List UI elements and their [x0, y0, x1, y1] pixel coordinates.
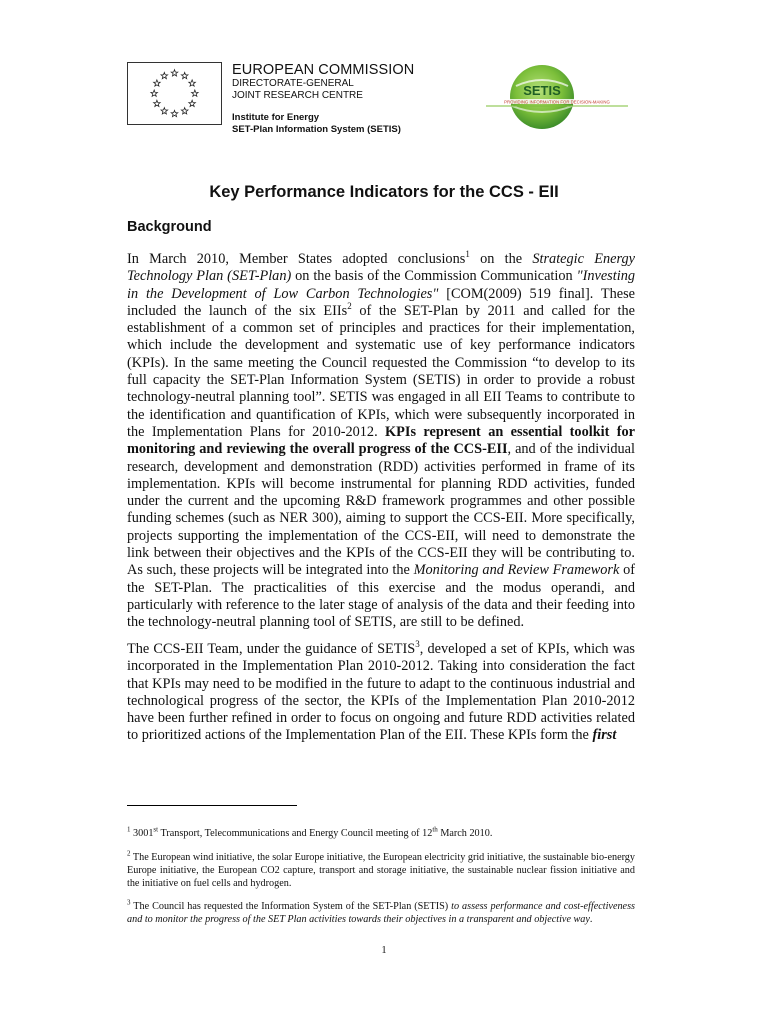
footnote-ref-1: 1 — [465, 249, 470, 260]
footnote-1: $^1$ 3001st Transport, Telecommunications and Energy Council meeting of 12th March 2010. — [127, 825, 493, 839]
paragraph-background-2: The CCS-EII Team, under the guidance of SETIS$^3$, developed a set of KPIs, which was incorporated in the Implementation Plan 2010-2012. Taking into consideration the fact that KPIs may need to be modified in the future to adapt to the continuous industrial and technological progress of the sector, the KPIs of the Implementation Plan 2010-2012 have been further refined in order to focus on ongoing and future RDD activities related to prioritized actions of the Implementation Plan of the EII. These KPIs form the first — [127, 639, 635, 744]
joint-research-centre: JOINT RESEARCH CENTRE — [232, 90, 363, 101]
eu-stars-icon — [128, 63, 221, 124]
svg-text:SETIS: SETIS — [523, 83, 561, 98]
setis-logo — [482, 62, 630, 132]
eu-flag-logo — [127, 62, 222, 125]
page-number: 1 — [381, 945, 387, 956]
footnote-2: $^2$ The European wind initiative, the solar Europe initiative, the European electricity grid initiative, the sustainable bio-energy Europe initiative, the European CO2 capture, transport and storage initiative, the sustainable nuclear fission initiative and the initiative on fuel cells and hydrogen. — [127, 849, 635, 889]
footnote-separator — [127, 805, 297, 806]
section-heading-background: Background — [127, 219, 212, 235]
footnote-3: $^3$ The Council has requested the Information System of the SET-Plan (SETIS) to assess performance and cost-effectiveness and to monitor the progress of the SET Plan activities towards their objectives in a transparent and objective way. — [127, 898, 636, 925]
eu-star-icon — [161, 108, 168, 114]
directorate-general: DIRECTORATE-GENERAL — [232, 78, 354, 89]
document-title: Key Performance Indicators for the CCS - EII — [209, 183, 559, 201]
footnote-ref-2: 2 — [347, 301, 352, 312]
eu-star-icon — [161, 72, 168, 78]
paragraph-background-1: In March 2010, Member States adopted conclusions$^1$ on the Strategic Energy Technology Plan (SET-Plan) on the basis of the Commission Communication "Investing in the Development of Low Carbon Technologies" [COM(2009) 519 final]. These included the launch of the six EIIs$^2$ of the SET-Plan by 2011 and called for the establishment of a common set of principles and practices for their implementation, which include the development and systematic use of key performance indicators (KPIs). In the same meeting the Council requested the Commission “to develop to its full capacity the SET-Plan Information System (SETIS) in order to provide a robust technology-neutral planning tool”. SETIS was engaged in all EII Teams to contribute to the identification and quantification of KPIs, which were subsequently incorporated in the Implementation Plans for 2010-2012. KPIs represent an essential toolkit for monitoring and reviewing the overall progress of the CCS-EII, and of the individual research, development and demonstration (RDD) activities performed in frame of its implementation. KPIs will become instrumental for planning RDD activities, funded under the current and the upcoming R&D framework programmes and other possible funding schemes (such as NER 300), aiming to support the CCS-EII. More specifically, projects supporting the implementation of the CCS-EII, will need to demonstrate the link between their objectives and the KPIs of the CCS-EII they will be contributing to. As such, these projects will be integrated into the Monitoring and Review Framework of the SET-Plan. The practicalities of this exercise and the modus operandi, and particularly with reference to the later stage of analysis of the data and their feeding into the technology-neutral planning tool of SETIS, are still to be defined. — [127, 249, 636, 631]
institute-name: Institute for Energy — [232, 112, 320, 123]
organisation-name: EUROPEAN COMMISSION — [232, 62, 415, 78]
eu-star-icon — [171, 110, 178, 116]
footnote-ref-3: 3 — [415, 639, 420, 650]
header-organisation-block — [232, 62, 414, 136]
eu-star-icon — [189, 80, 196, 86]
eu-star-icon — [189, 100, 196, 106]
eu-star-icon — [151, 90, 158, 96]
setis-globe-icon — [482, 62, 630, 132]
eu-star-icon — [154, 100, 161, 106]
eu-star-icon — [192, 90, 199, 96]
eu-star-icon — [181, 72, 188, 78]
eu-star-icon — [171, 70, 178, 76]
system-name: SET-Plan Information System (SETIS) — [232, 124, 401, 135]
eu-star-icon — [181, 108, 188, 114]
svg-text:PROVIDING INFORMATION FOR DECI: PROVIDING INFORMATION FOR DECISION-MAKING — [504, 99, 610, 105]
eu-star-icon — [154, 80, 161, 86]
